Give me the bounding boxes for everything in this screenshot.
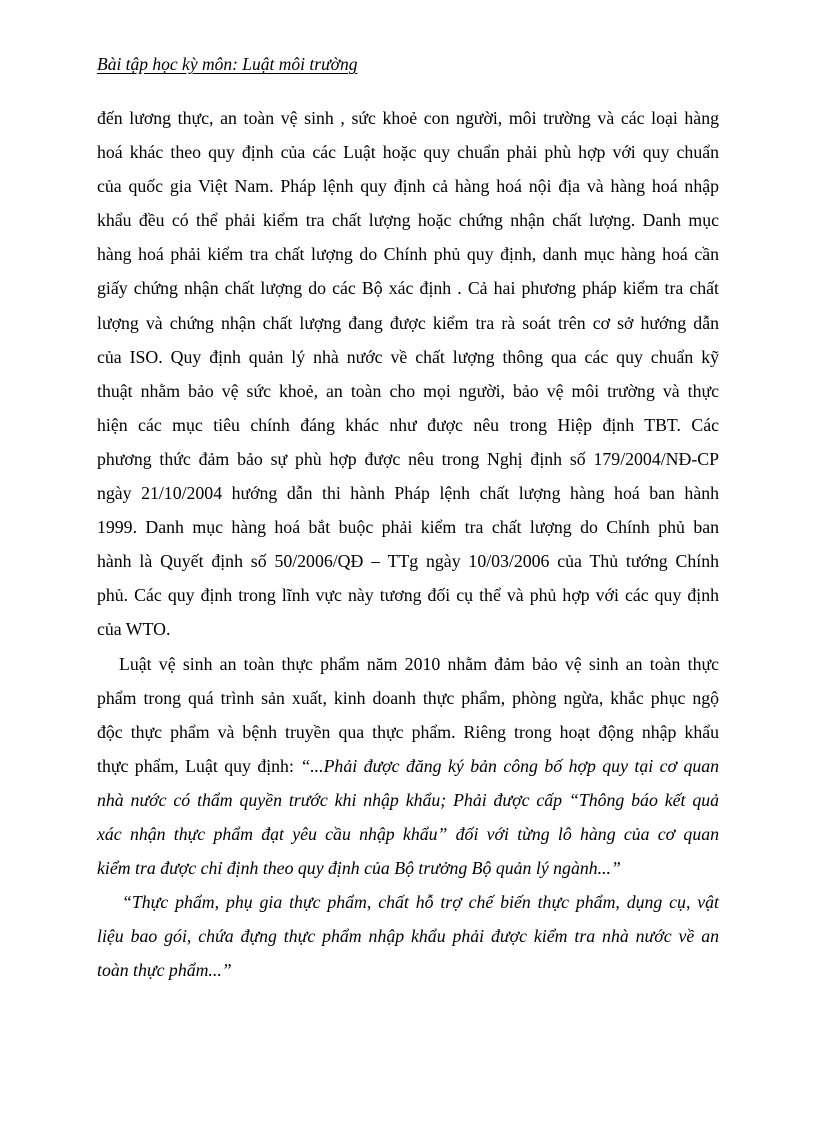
law-quote-line: liệu bao gói, chứa đựng thực phẩm nhập khẩu phải được kiểm tra nhà nước về an [97,926,719,947]
paragraph-food-safety-law [97,647,719,886]
text-line: độc thực phẩm và bệnh truyền qua thực phẩm. Riêng trong hoạt động nhập khẩu [97,721,719,742]
text-line: của ISO. Quy định quản lý nhà nước về chất lượng thông qua các quy chuẩn kỹ [97,346,719,367]
text-line: phương thức đảm bảo sự phù hợp được nêu trong Nghị định số 179/2004/NĐ-CP [97,448,719,469]
text-line: hoá khác theo quy định của các Luật hoặc quy chuẩn phải phù hợp với quy chuẩn [97,142,719,163]
law-quote-line: xác nhận thực phẩm đạt yêu cầu nhập khẩu” đối với từng lô hàng của cơ quan [97,823,719,844]
text-line: giấy chứng nhận chất lượng do các Bộ xác định . Cả hai phương pháp kiểm tra chất [97,278,719,299]
paragraph-product-quality [97,101,719,647]
document-header: Bài tập học kỳ môn: Luật môi trường [97,54,358,74]
text-line: hiện các mục tiêu chính đáng khác như được nêu trong Hiệp định TBT. Các [97,414,719,435]
text-line: phủ. Các quy định trong lĩnh vực này tương đối cụ thể và phủ hợp với các quy định [97,585,719,606]
law-quote-line: “Thực phẩm, phụ gia thực phẩm, chất hỗ trợ chế biến thực phẩm, dụng cụ, vật [122,892,719,913]
text-line: của WTO. [97,619,171,640]
page-body [97,101,719,987]
text-line: khẩu đều có thể phải kiểm tra chất lượng hoặc chứng nhận chất lượng. Danh mục [97,210,719,231]
law-quote-line: kiểm tra được chỉ định theo quy định của Bộ trưởng Bộ quản lý ngành...” [97,858,621,879]
text-line: thuật nhằm bảo vệ sức khoẻ, an toàn cho mọi người, bảo vệ môi trường và thực [97,380,719,401]
text-line: 1999. Danh mục hàng hoá bắt buộc phải kiểm tra chất lượng do Chính phủ ban [97,517,719,538]
law-quote-start: “...Phải được đăng ký bản công bố hợp quy tại cơ quan [300,755,720,776]
law-quote-line: toàn thực phẩm...” [97,960,232,981]
text-line: Luật vệ sinh an toàn thực phẩm năm 2010 nhằm đảm bảo vệ sinh an toàn thực [119,653,719,674]
text-line: lượng và chứng nhận chất lượng đang được kiểm tra rà soát trên cơ sở hướng dẫn [97,312,719,333]
text-line: ngày 21/10/2004 hướng dẫn thi hành Pháp lệnh chất lượng hàng hoá ban hành [97,483,719,504]
law-quote-line: nhà nước có thẩm quyền trước khi nhập khẩu; Phải được cấp “Thông báo kết quả [97,789,719,810]
paragraph-inspection-quote [97,885,719,987]
law-provision-lead: thực phẩm, Luật quy định: [97,755,294,776]
text-line: hành là Quyết định số 50/2006/QĐ – TTg ngày 10/03/2006 của Thủ tướng Chính [97,551,719,572]
text-line: của quốc gia Việt Nam. Pháp lệnh quy định cả hàng hoá nội địa và hàng hoá nhập [97,176,719,197]
text-line: phẩm trong quá trình sản xuất, kinh doanh thực phẩm, phòng ngừa, khắc phục ngộ [97,687,719,708]
text-line: hàng hoá phải kiểm tra chất lượng do Chính phủ quy định, danh mục hàng hoá cần [97,244,719,265]
text-line [97,749,719,783]
text-line: đến lương thực, an toàn vệ sinh , sức khoẻ con người, môi trường và các loại hàng [97,108,719,128]
